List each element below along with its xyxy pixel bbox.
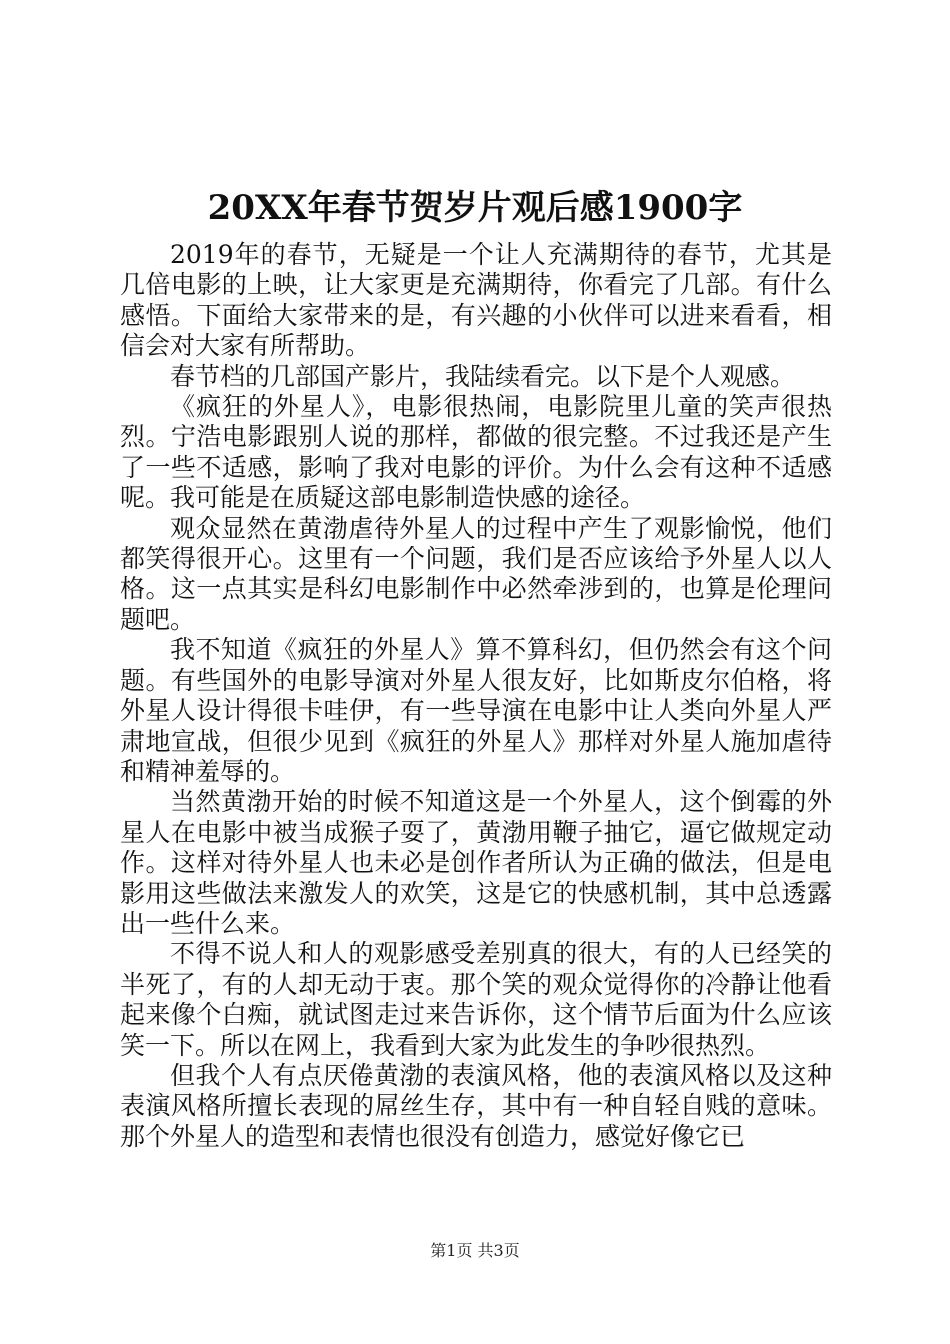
- paragraph: 2019年的春节，无疑是一个让人充满期待的春节，尤其是几倍电影的上映，让大家更是充满期待，你看完了几部。有什么感悟。下面给大家带来的是，有兴趣的小伙伴可以进来看看，相信会对大家有所帮助。: [120, 240, 832, 361]
- paragraph: 观众显然在黄渤虐待外星人的过程中产生了观影愉悦，他们都笑得很开心。这里有一个问题，我们是否应该给予外星人以人格。这一点其实是科幻电影制作中必然牵涉到的，也算是伦理问题吧。: [120, 513, 832, 634]
- paragraph: 但我个人有点厌倦黄渤的表演风格，他的表演风格以及这种表演风格所擅长表现的屌丝生存，其中有一种自轻自贱的意味。那个外星人的造型和表情也很没有创造力，感觉好像它已: [120, 1060, 832, 1151]
- paragraph: 当然黄渤开始的时候不知道这是一个外星人，这个倒霉的外星人在电影中被当成猴子耍了，黄渤用鞭子抽它，逼它做规定动作。这样对待外星人也未必是创作者所认为正确的做法，但是电影用这些做法来激发人的欢笑，这是它的快感机制，其中总透露出一些什么来。: [120, 787, 832, 938]
- paragraph: 不得不说人和人的观影感受差别真的很大，有的人已经笑的半死了，有的人却无动于衷。那个笑的观众觉得你的冷静让他看起来像个白痴，就试图走过来告诉你，这个情节后面为什么应该笑一下。所以在网上，我看到大家为此发生的争吵很热烈。: [120, 939, 832, 1060]
- page-number: 第1页 共3页: [430, 1241, 520, 1260]
- paragraph: 《疯狂的外星人》，电影很热闹，电影院里儿童的笑声很热烈。宁浩电影跟别人说的那样，都做的很完整。不过我还是产生了一些不适感，影响了我对电影的评价。为什么会有这种不适感呢。我可能是在质疑这部电影制造快感的途径。: [120, 392, 832, 513]
- document-title: 20XX年春节贺岁片观后感1900字: [207, 188, 743, 228]
- document-body: [120, 240, 832, 1152]
- paragraph: 春节档的几部国产影片，我陆续看完。以下是个人观感。: [170, 361, 796, 391]
- paragraph: 我不知道《疯狂的外星人》算不算科幻，但仍然会有这个问题。有些国外的电影导演对外星人很友好，比如斯皮尔伯格，将外星人设计得很卡哇伊，有一些导演在电影中让人类向外星人严肃地宣战，但很少见到《疯狂的外星人》那样对外星人施加虐待和精神羞辱的。: [120, 635, 832, 786]
